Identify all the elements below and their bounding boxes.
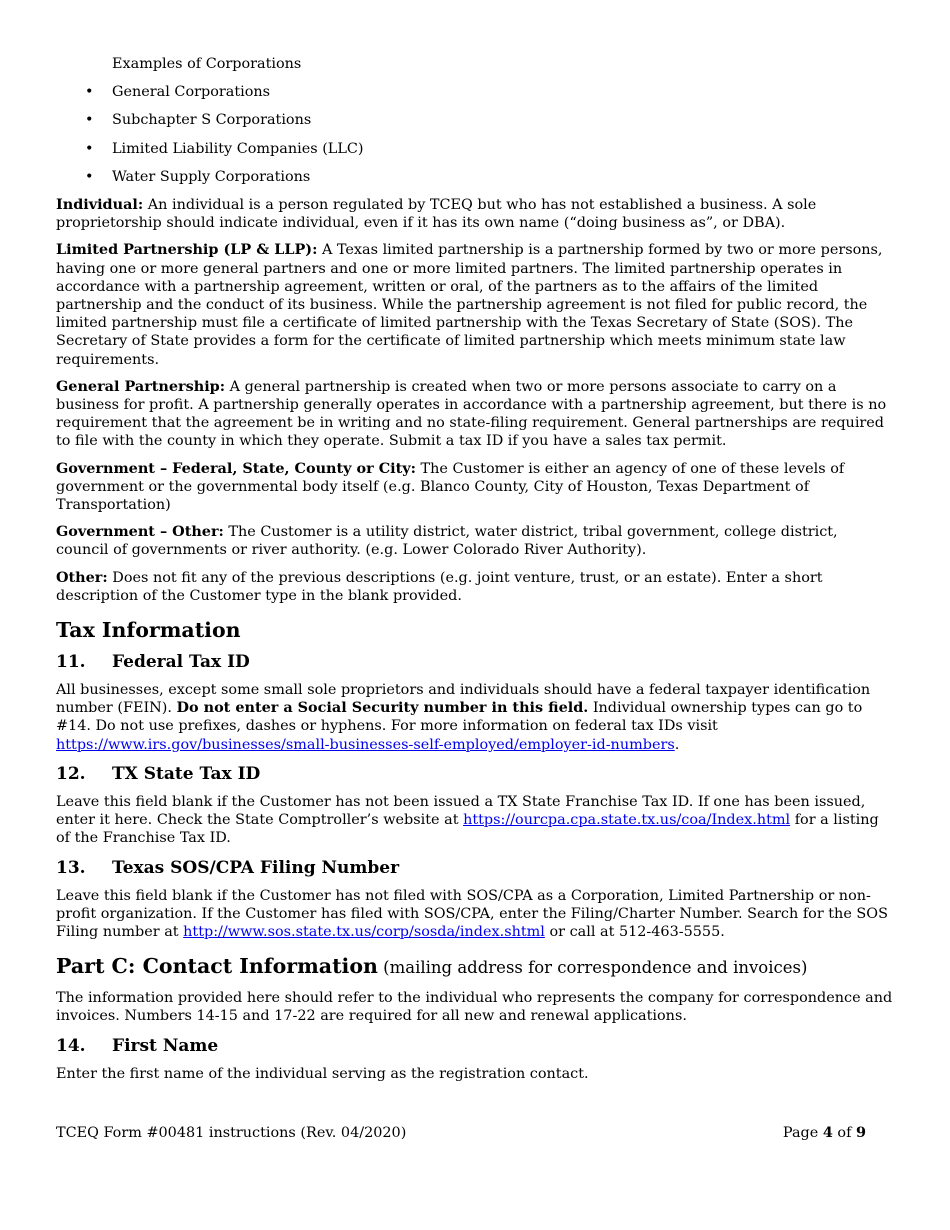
sos-filing-number-heading: 13. Texas SOS/CPA Filing Number [56, 857, 400, 878]
tx-state-tax-id-heading: 12. TX State Tax ID [56, 763, 261, 784]
page-number: Page 4 of 9 [782, 1124, 866, 1141]
list-item: • Subchapter S Corporations [85, 112, 312, 129]
section-number: 12. [56, 763, 86, 784]
list-item: • Limited Liability Companies (LLC) [85, 140, 364, 157]
form-reference: TCEQ Form #00481 instructions (Rev. 04/2020) [56, 1125, 407, 1141]
definition-general-partnership: General Partnership: A general partnership is created when two or more persons associate to carry on a business for profit. A partnership generally operates in accordance with a partnership agreement, but there is no requirement that the agreement be in writing and no state-filing requirement. General partnerships are required to file with the county in which they operate. Submit a tax ID if you have a sales tax permit. [56, 377, 887, 450]
definition-government-other: Government – Other: The Customer is a utility district, water district, tribal government, college district, council of governments or river authority. (e.g. Lower Colorado River Authority). [56, 523, 838, 559]
bullet-icon: • [85, 112, 94, 129]
bullet-icon: • [85, 84, 94, 101]
bullet-icon: • [85, 140, 94, 157]
definition-other: Other: Does not fit any of the previous descriptions (e.g. joint venture, trust, or an estate). Enter a short description of the Customer type in the blank provided. [56, 568, 823, 604]
list-item: • Water Supply Corporations [85, 168, 311, 185]
definition-term: Government – Other: [56, 523, 224, 541]
list-item: • General Corporations [85, 84, 271, 101]
page-content [56, 55, 894, 1092]
corporation-examples-list [56, 83, 894, 186]
section-number: 14. [56, 1035, 86, 1056]
examples-title: Examples of Corporations [112, 56, 302, 72]
section-number: 11. [56, 652, 86, 673]
page-footer [56, 1124, 866, 1142]
tax-information-heading: Tax Information [56, 618, 241, 643]
definition-term: Other: [56, 568, 108, 586]
definition-term: Government – Federal, State, County or City: [56, 459, 416, 477]
federal-tax-id-heading: 11. Federal Tax ID [56, 652, 250, 673]
definition-government-fscc: Government – Federal, State, County or City: The Customer is either an agency of one of these levels of government or the governmental body itself (e.g. Blanco County, City of Houston, Texas Department of Transportation) [56, 459, 845, 514]
irs-ein-link[interactable]: https://www.irs.gov/businesses/small-businesses-self-employed/employer-id-numbers [56, 736, 675, 753]
definition-individual: Individual: An individual is a person regulated by TCEQ but who has not established a business. A sole proprietorship should indicate individual, even if it has its own name (“doing business as”, or DBA). [56, 196, 817, 232]
sos-search-link[interactable]: http://www.sos.state.tx.us/corp/sosda/index.shtml [183, 923, 545, 940]
sos-filing-number-text: Leave this field blank if the Customer has not filed with SOS/CPA as a Corporation, Limited Partnership or non-profit organization. If the Customer has filed with SOS/CPA, enter the Filing/Charter Number. Search for the SOS Filing number at http://www.sos.state.tx.us/corp/sosda/index.shtml or call at 512-463-5555. [56, 887, 888, 940]
ssn-warning: Do not enter a Social Security number in this field. [176, 699, 589, 717]
definition-term: General Partnership: [56, 377, 226, 395]
contact-information-subtitle: (mailing address for correspondence and invoices) [377, 958, 808, 978]
comptroller-link[interactable]: https://ourcpa.cpa.state.tx.us/coa/Index.html [463, 812, 791, 829]
federal-tax-id-text: All businesses, except some small sole proprietors and individuals should have a federal taxpayer identification number (FEIN). Do not enter a Social Security number in this field. Individual ownership types can go to #14. Do not use prefixes, dashes or hyphens. For more information on federal tax IDs visit https://www.irs.gov/businesses/small-businesses-self-employed/employer-id-numbers. [56, 682, 871, 753]
first-name-heading: 14. First Name [56, 1035, 219, 1056]
definition-term: Individual: [56, 196, 144, 214]
contact-information-intro: The information provided here should refer to the individual who represents the company for correspondence and invoices. Numbers 14-15 and 17-22 are required for all new and renewal applications. [56, 990, 893, 1025]
bullet-icon: • [85, 168, 94, 185]
first-name-text: Enter the first name of the individual serving as the registration contact. [56, 1065, 589, 1082]
section-number: 13. [56, 857, 86, 878]
contact-information-heading: Part C: Contact Information (mailing address for correspondence and invoices) [56, 954, 808, 979]
tx-state-tax-id-text: Leave this field blank if the Customer has not been issued a TX State Franchise Tax ID. If one has been issued, enter it here. Check the State Comptroller’s website at https://ourcpa.cpa.state.tx.us/coa/Index.html for a listing of the Franchise Tax ID. [56, 793, 879, 847]
definition-term: Limited Partnership (LP & LLP): [56, 241, 318, 259]
definition-limited-partnership: Limited Partnership (LP & LLP): A Texas limited partnership is a partnership formed by two or more persons, having one or more general partners and one or more limited partners. The limited partnership operates in accordance with a partnership agreement, written or oral, of the partners as to the affairs of the limited partnership and the conduct of its business. While the partnership agreement is not filed for public record, the limited partnership must file a certificate of limited partnership with the Texas Secretary of State (SOS). The Secretary of State provides a form for the certificate of limited partnership which meets minimum state law requirements. [56, 241, 883, 368]
